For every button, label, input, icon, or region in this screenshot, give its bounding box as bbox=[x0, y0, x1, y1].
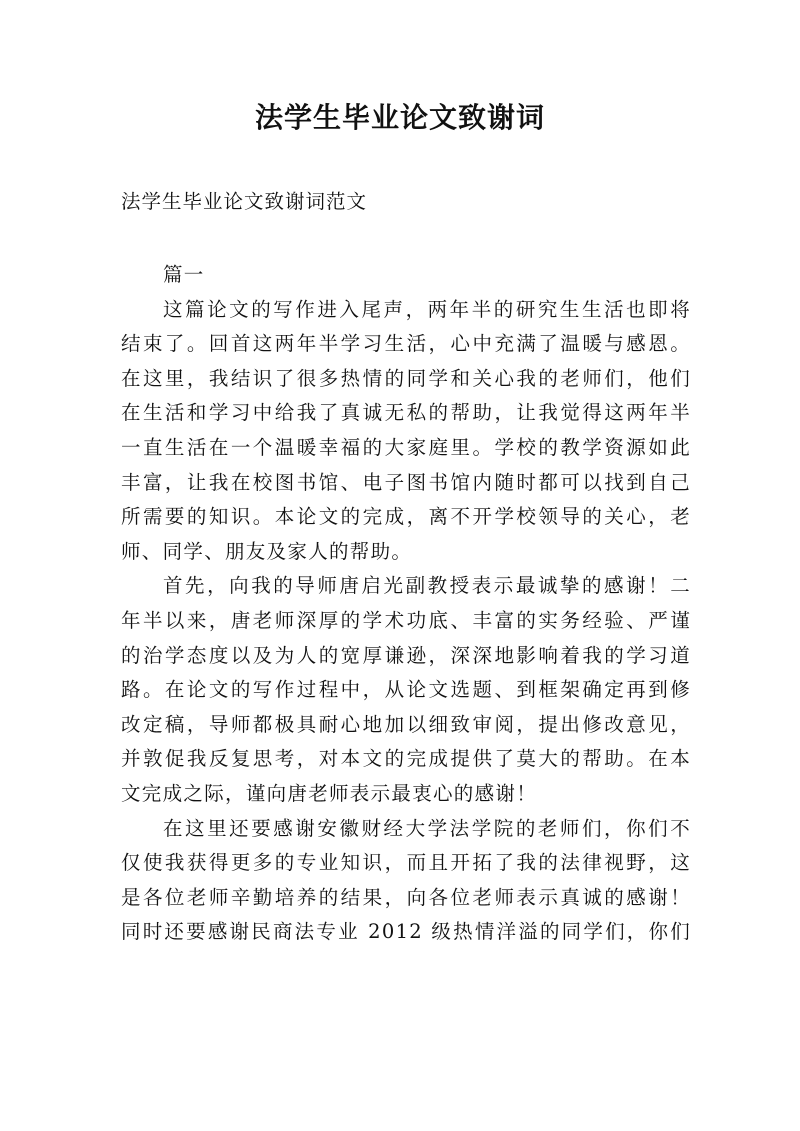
body-line: 篇一 bbox=[163, 263, 205, 286]
body-line: 并敦促我反复思考，对本文的完成提供了莫大的帮助。在本 bbox=[121, 747, 691, 771]
body-line: 师、同学、朋友及家人的帮助。 bbox=[121, 539, 413, 563]
body-line: 这篇论文的写作进入尾声，两年半的研究生生活也即将 bbox=[163, 297, 691, 321]
body-line: 结束了。回首这两年半学习生活，心中充满了温暖与感恩。 bbox=[121, 332, 691, 356]
body-line: 文完成之际，谨向唐老师表示最衷心的感谢！ bbox=[121, 781, 538, 805]
body-line: 首先，向我的导师唐启光副教授表示最诚挚的感谢！二 bbox=[163, 574, 691, 598]
body-line: 同时还要感谢民商法专业 2012 级热情洋溢的同学们，你们 bbox=[121, 920, 691, 944]
body-line: 丰富，让我在校图书馆、电子图书馆内随时都可以找到自己 bbox=[121, 470, 691, 494]
body-line: 的治学态度以及为人的宽厚谦逊，深深地影响着我的学习道 bbox=[121, 643, 691, 667]
document-subtitle: 法学生毕业论文致谢词范文 bbox=[121, 190, 368, 213]
body-line: 在这里还要感谢安徽财经大学法学院的老师们，你们不 bbox=[163, 816, 691, 840]
body-line: 一直生活在一个温暖幸福的大家庭里。学校的教学资源如此 bbox=[121, 435, 691, 459]
body-line: 是各位老师辛勤培养的结果，向各位老师表示真诚的感谢！ bbox=[121, 885, 691, 909]
body-line: 所需要的知识。本论文的完成，离不开学校领导的关心，老 bbox=[121, 505, 691, 529]
document-title: 法学生毕业论文致谢词 bbox=[254, 101, 545, 134]
document-body bbox=[121, 258, 691, 950]
body-line: 年半以来，唐老师深厚的学术功底、丰富的实务经验、严谨 bbox=[121, 608, 691, 632]
body-line: 在这里，我结识了很多热情的同学和关心我的老师们，他们 bbox=[121, 366, 691, 390]
body-line: 在生活和学习中给我了真诚无私的帮助，让我觉得这两年半 bbox=[121, 401, 691, 425]
body-line: 改定稿，导师都极具耐心地加以细致审阅，提出修改意见， bbox=[121, 712, 691, 736]
body-line: 路。在论文的写作过程中，从论文选题、到框架确定再到修 bbox=[121, 678, 691, 702]
body-line: 仅使我获得更多的专业知识，而且开拓了我的法律视野，这 bbox=[121, 851, 691, 875]
